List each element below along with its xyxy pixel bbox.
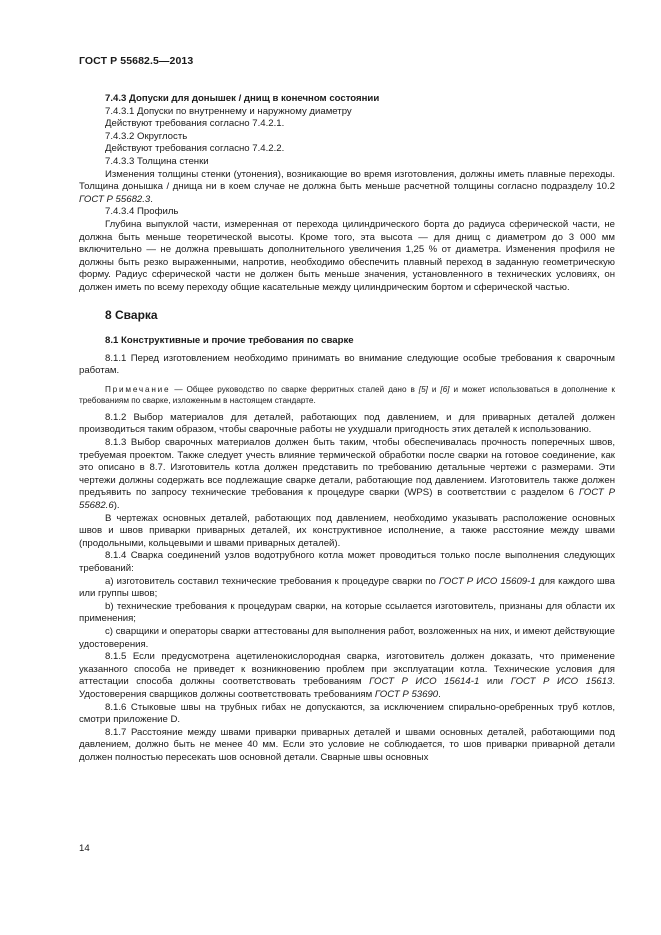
paragraph: В чертежах основных деталей, работающих под давлением, необходимо указывать расположение основных швов и швов приварки приварных деталей, их конструктивное исполнение, а также расстояние между швами (продольными, кольцевыми и швами приварных деталей). [79,512,615,549]
paragraph-8-1-5 [79,651,615,701]
paragraph-8-1-3 [79,437,615,513]
standard-reference: ГОСТ Р ИСО 15614-1 [369,676,480,688]
paragraph: Действуют требования согласно 7.4.2.1. [105,118,285,130]
section-heading-8-1: 8.1 Конструктивные и прочие требования по сварке [105,335,354,347]
text: Изменения толщины стенки (утонения), возникающие во время изготовления, должны иметь плавные переходы. Толщина донышка / днища ни в коем случае не должна быть меньше расчетной толщины согласно подразделу 10.2 [79,168,615,193]
document-body [79,93,615,765]
paragraph: Глубина выпуклой части, измеренная от перехода цилиндрического борта до радиуса сферической части, не должна быть меньше теоретической высоты. Кроме того, эта высота — для днищ с диаметром до 3 000 мм включительно — не должна превышать дополнительного увеличения 1,25 % от диаметра. Изменения профиля не должны быть резко выраженными, напротив, необходимо обеспечить плавный переход в заданную геометрическую форму. Радиус сферической части не должен быть меньше значения, установленного в технических условиях, он должен иметь по всему переходу общие касательные между цилиндрическим бортом и сферической частью. [79,218,615,293]
paragraph [79,169,615,207]
paragraph: Действуют требования согласно 7.4.2.2. [105,143,285,155]
text: для каждого шва или группы швов; [79,575,615,600]
page-number: 14 [79,843,90,854]
text: a) изготовитель составил технические требования к процедуре сварки по [105,575,439,587]
bibliography-reference: [6] [440,384,450,394]
list-item-c: c) сварщики и операторы сварки аттестованы для выполнения работ, возложенных на них, и имеют действующие удостоверения. [79,625,615,650]
paragraph-8-1-6: 8.1.6 Стыковые швы на трубных гибах не допускаются, за исключением спирально-оребренных труб котлов, смотри приложение D. [79,701,615,726]
text: . [150,193,153,205]
text: или [479,676,511,688]
text: . [438,688,441,700]
paragraph-7-4-3-4: 7.4.3.4 Профиль [105,206,179,218]
text: 8.1.5 Если предусмотрена ацетиленокислородная сварка, изготовитель должен доказать, что применение указанного способа не приведет к возникновению проблем при эксплуатации котла. Технические условия для аттестации способа должны соответствовать требованиям [79,651,615,688]
paragraph-7-4-3-1: 7.4.3.1 Допуски по внутреннему и наружному диаметру [105,105,352,117]
standard-reference: ГОСТ Р ИСО 15609-1 [438,575,536,587]
text: и [427,384,441,394]
standard-reference: ГОСТ Р 55682.3 [79,193,151,205]
paragraph-7-4-3-3: 7.4.3.3 Толщина стенки [105,155,209,167]
text: 8.1.3 Выбор сварочных материалов должен быть таким, чтобы обеспечивалась прочность поперечных швов, требуемая проектом. Также следует учесть влияние термической обработки после сварки на готовое соединение, как это описано в 8.7. Изготовитель котла должен представить по требованию детальные чертежи с размерами. Эти чертежи должны содержать все подлежащие сварке детали, работающие под давлением. Изготовитель также должен предъявить по запросу технические требования к процедуре сварки (WPS) в соответствии с разделом 6 [79,437,615,499]
standard-reference: ГОСТ Р 55682.6 [79,487,615,512]
standard-reference: ГОСТ Р ИСО 15613 [510,676,613,688]
paragraph-7-4-3-2: 7.4.3.2 Округлость [105,130,188,142]
text: и может использоваться в дополнение к требованиям по сварке, изложенным в настоящем стандарте. [79,384,615,405]
page-header: ГОСТ Р 55682.5—2013 [79,55,194,67]
note-label: Примечание [105,384,171,394]
list-item-a [79,576,615,601]
bibliography-reference: [5] [418,384,428,394]
text: . Удостоверения сварщиков должны соответствовать требованиям [79,676,615,700]
paragraph-8-1-4: 8.1.4 Сварка соединений узлов водотрубного котла может проводиться только после выполнения следующих требований: [79,550,615,574]
note [79,384,615,406]
paragraph-8-1-1: 8.1.1 Перед изготовлением необходимо принимать во внимание следующие особые требования к сварочным работам. [79,352,615,377]
paragraph-8-1-7: 8.1.7 Расстояние между швами приварки приварных деталей и швами основных деталей, работающими под давлением, должно быть не менее 40 мм. Если это условие не соблюдается, то шов приварки приварной детали должен полностью пересекать шов основной детали. Сварные швы основных [79,726,615,763]
text: ). [113,500,120,512]
text: — Общее руководство по сварке ферритных сталей дано в [170,384,419,394]
list-item-b: b) технические требования к процедурам сварки, на которые ссылается изготовитель, признаны для области их применения; [79,600,615,625]
section-heading-7-4-3: 7.4.3 Допуски для донышек / днищ в конечном состоянии [105,93,380,104]
section-title-8: 8 Сварка [105,307,158,322]
paragraph-8-1-2: 8.1.2 Выбор материалов для деталей, работающих под давлением, и для приварных деталей должен производиться таким образом, чтобы сварочные работы не ухудшали пригодность этих деталей к использованию. [79,411,615,436]
standard-reference: ГОСТ Р 53690 [374,688,439,700]
